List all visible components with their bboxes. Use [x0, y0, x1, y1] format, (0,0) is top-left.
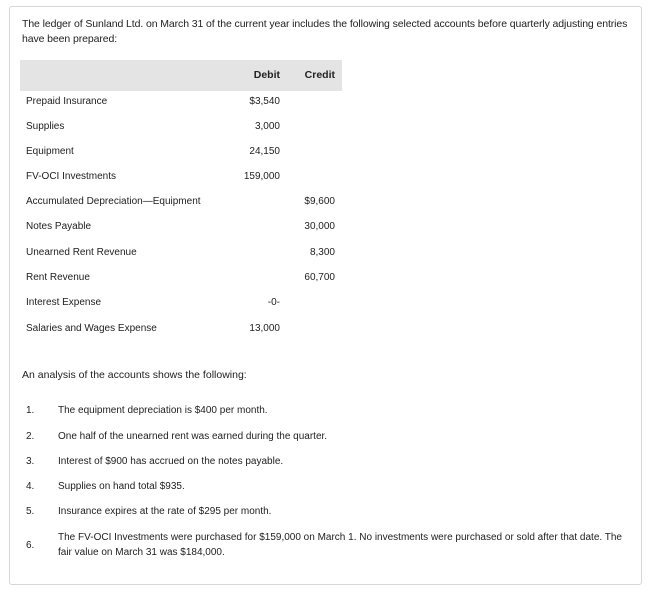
- account-name: Unearned Rent Revenue: [26, 247, 137, 258]
- debit-value: 24,150: [249, 146, 280, 157]
- credit-value: 8,300: [309, 247, 335, 258]
- table-row: [20, 267, 342, 292]
- account-name: Prepaid Insurance: [26, 96, 108, 107]
- analysis-heading: An analysis of the accounts shows the following:: [22, 369, 247, 381]
- table-row: [20, 91, 342, 116]
- table-row: [20, 216, 342, 241]
- account-name: Accumulated Depreciation—Equipment: [26, 196, 201, 207]
- item-text: The FV-OCI Investments were purchased for $159,000 on March 1. No investments were purchased or sold after that date. The fair value on March 31 was $184,000.: [58, 532, 622, 558]
- account-name: Salaries and Wages Expense: [26, 323, 157, 334]
- item-number: 6.: [26, 540, 35, 551]
- debit-header: Debit: [253, 69, 280, 81]
- account-name: Rent Revenue: [26, 272, 90, 283]
- item-number: 5.: [26, 506, 35, 517]
- debit-value: 159,000: [243, 171, 280, 182]
- table-row: [20, 292, 342, 317]
- item-number: 1.: [26, 405, 35, 416]
- table-row: [20, 318, 342, 343]
- account-name: Supplies: [26, 121, 65, 132]
- item-number: 3.: [26, 456, 35, 467]
- item-text: Insurance expires at the rate of $295 per month.: [58, 506, 272, 517]
- table-row: [20, 116, 342, 141]
- credit-value: 30,000: [304, 221, 335, 232]
- debit-value: 3,000: [254, 121, 280, 132]
- account-name: FV-OCI Investments: [26, 171, 117, 182]
- intro-paragraph: The ledger of Sunland Ltd. on March 31 of the current year includes the following selected accounts before quarterly adjusting entries have been prepared:: [22, 18, 628, 45]
- table-row: [20, 166, 342, 191]
- debit-value: 13,000: [249, 323, 280, 334]
- account-name: Interest Expense: [26, 297, 102, 308]
- account-name: Equipment: [26, 146, 74, 157]
- credit-value: $9,600: [304, 196, 335, 207]
- table-row: [20, 141, 342, 166]
- account-name: Notes Payable: [26, 221, 92, 232]
- item-text: One half of the unearned rent was earned during the quarter.: [58, 431, 328, 442]
- credit-header: Credit: [304, 69, 335, 81]
- item-text: Supplies on hand total $935.: [58, 481, 185, 492]
- table-row: [20, 242, 342, 267]
- item-text: Interest of $900 has accrued on the notes payable.: [58, 456, 284, 467]
- table-header: [20, 60, 342, 91]
- item-number: 2.: [26, 431, 35, 442]
- credit-value: 60,700: [304, 272, 335, 283]
- item-text: The equipment depreciation is $400 per month.: [58, 405, 268, 416]
- debit-value: -0-: [267, 297, 280, 308]
- item-number: 4.: [26, 481, 35, 492]
- question-card: [9, 6, 642, 585]
- table-row: [20, 191, 342, 216]
- debit-value: $3,540: [249, 96, 280, 107]
